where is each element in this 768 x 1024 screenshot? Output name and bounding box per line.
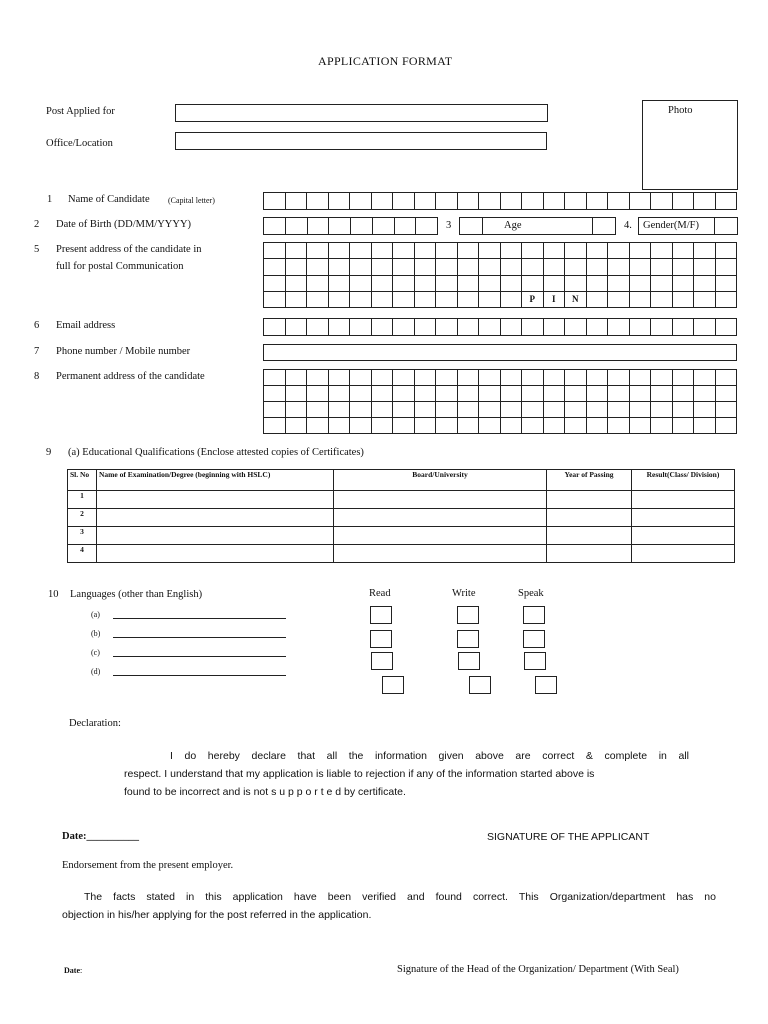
phone-input[interactable] xyxy=(263,344,737,361)
permanent-address-grid[interactable] xyxy=(263,369,737,434)
field-2-label: Date of Birth (DD/MM/YYYY) xyxy=(56,219,192,230)
speak-checkbox[interactable] xyxy=(524,652,546,670)
field-10-label: Languages (other than English) xyxy=(70,589,203,600)
dob-grid[interactable] xyxy=(263,217,438,235)
speak-checkbox[interactable] xyxy=(523,630,545,648)
table-cell[interactable] xyxy=(97,545,334,563)
lang-item-b: (b) xyxy=(91,629,101,638)
table-cell[interactable] xyxy=(97,491,334,509)
field-5-line2: full for postal Communication xyxy=(56,261,184,272)
field-6-label: Email address xyxy=(56,320,116,331)
write-label: Write xyxy=(452,588,476,599)
pin-letter-n: N xyxy=(565,292,587,308)
lang-line-b[interactable] xyxy=(113,637,286,638)
write-checkbox[interactable] xyxy=(458,652,480,670)
endorsement-line-2: objection in his/her applying for the post referred in the application. xyxy=(62,909,372,921)
field-1-number: 1 xyxy=(47,194,53,205)
table-cell[interactable] xyxy=(632,527,735,545)
field-7-label: Phone number / Mobile number xyxy=(56,346,191,357)
signature-head: Signature of the Head of the Organization/ Department (With Seal) xyxy=(397,964,679,975)
write-checkbox[interactable] xyxy=(457,606,479,624)
field-6-number: 6 xyxy=(34,320,40,331)
col-exam: Name of Examination/Degree (beginning with HSLC) xyxy=(97,470,334,491)
declaration-line-3: found to be incorrect and is not s u p p o r t e d by certificate. xyxy=(124,786,406,798)
read-checkbox[interactable] xyxy=(370,630,392,648)
field-4-number: 4. xyxy=(624,220,632,231)
age-box[interactable] xyxy=(459,217,616,235)
signature-applicant: SIGNATURE OF THE APPLICANT xyxy=(487,831,650,843)
row-number: 4 xyxy=(68,545,97,563)
col-board: Board/University xyxy=(334,470,547,491)
table-cell[interactable] xyxy=(334,545,547,563)
table-cell[interactable] xyxy=(632,491,735,509)
gender-label: Gender(M/F) xyxy=(643,220,699,231)
field-9-number: 9 xyxy=(46,447,52,458)
lang-item-d: (d) xyxy=(91,667,101,676)
page-title: APPLICATION FORMAT xyxy=(318,54,453,68)
table-cell[interactable] xyxy=(547,545,632,563)
lang-line-d[interactable] xyxy=(113,675,286,676)
field-10-number: 10 xyxy=(48,589,59,600)
row-number: 2 xyxy=(68,509,97,527)
table-cell[interactable] xyxy=(632,545,735,563)
endorsement-line-1: The facts stated in this application have been verified and found correct. This Organization/department has no xyxy=(84,891,716,903)
name-grid[interactable] xyxy=(263,192,737,210)
read-checkbox[interactable] xyxy=(371,652,393,670)
email-grid[interactable] xyxy=(263,318,737,336)
table-row xyxy=(68,545,735,563)
age-label: Age xyxy=(504,220,522,231)
col-year: Year of Passing xyxy=(547,470,632,491)
table-cell[interactable] xyxy=(547,509,632,527)
field-2-number: 2 xyxy=(34,219,40,230)
field-7-number: 7 xyxy=(34,346,40,357)
field-3-number: 3 xyxy=(446,220,452,231)
table-cell[interactable] xyxy=(632,509,735,527)
present-address-grid[interactable] xyxy=(263,242,737,308)
lang-item-c: (c) xyxy=(91,648,100,657)
speak-checkbox[interactable] xyxy=(523,606,545,624)
table-row xyxy=(68,509,735,527)
lang-item-a: (a) xyxy=(91,610,100,619)
table-cell[interactable] xyxy=(97,527,334,545)
endorsement-label: Endorsement from the present employer. xyxy=(62,860,234,871)
office-location-label: Office/Location xyxy=(46,138,113,149)
field-5-line1: Present address of the candidate in xyxy=(56,244,202,255)
col-result: Result(Class/ Division) xyxy=(632,470,735,491)
col-sl: Sl. No xyxy=(68,470,97,491)
education-table xyxy=(67,469,735,563)
table-cell[interactable] xyxy=(334,527,547,545)
lang-line-c[interactable] xyxy=(113,656,286,657)
declaration-line-1: I do hereby declare that all the information given above are correct & complete in all xyxy=(170,750,689,762)
gender-box[interactable] xyxy=(638,217,738,235)
table-cell[interactable] xyxy=(334,509,547,527)
field-9-label: (a) Educational Qualifications (Enclose attested copies of Certificates) xyxy=(68,447,364,458)
table-cell[interactable] xyxy=(547,491,632,509)
table-cell[interactable] xyxy=(334,491,547,509)
read-checkbox[interactable] xyxy=(370,606,392,624)
field-5-number: 5 xyxy=(34,244,40,255)
pin-letter-i: I xyxy=(544,292,566,308)
field-8-number: 8 xyxy=(34,371,40,382)
speak-checkbox[interactable] xyxy=(535,676,557,694)
post-applied-input[interactable] xyxy=(175,104,548,122)
field-1-label: Name of Candidate xyxy=(68,194,150,205)
table-cell[interactable] xyxy=(97,509,334,527)
post-applied-label: Post Applied for xyxy=(46,106,115,117)
read-label: Read xyxy=(369,588,391,599)
date-field[interactable]: Date:__________ xyxy=(62,831,139,842)
office-location-input[interactable] xyxy=(175,132,547,150)
table-row xyxy=(68,527,735,545)
lang-line-a[interactable] xyxy=(113,618,286,619)
pin-letter-p: P xyxy=(522,292,544,308)
write-checkbox[interactable] xyxy=(469,676,491,694)
read-checkbox[interactable] xyxy=(382,676,404,694)
date-footer-text: Date xyxy=(64,966,80,975)
write-checkbox[interactable] xyxy=(457,630,479,648)
table-row xyxy=(68,491,735,509)
photo-box[interactable] xyxy=(642,100,738,190)
row-number: 3 xyxy=(68,527,97,545)
field-1-note: (Capital letter) xyxy=(168,196,215,205)
date-footer-colon: : xyxy=(80,966,83,975)
field-8-label: Permanent address of the candidate xyxy=(56,371,205,382)
photo-label: Photo xyxy=(668,105,693,116)
speak-label: Speak xyxy=(518,588,544,599)
date-label-footer[interactable] xyxy=(64,966,82,975)
declaration-label: Declaration: xyxy=(69,718,121,729)
table-cell[interactable] xyxy=(547,527,632,545)
row-number: 1 xyxy=(68,491,97,509)
declaration-line-2: respect. I understand that my application is liable to rejection if any of the information started above is xyxy=(124,768,595,780)
